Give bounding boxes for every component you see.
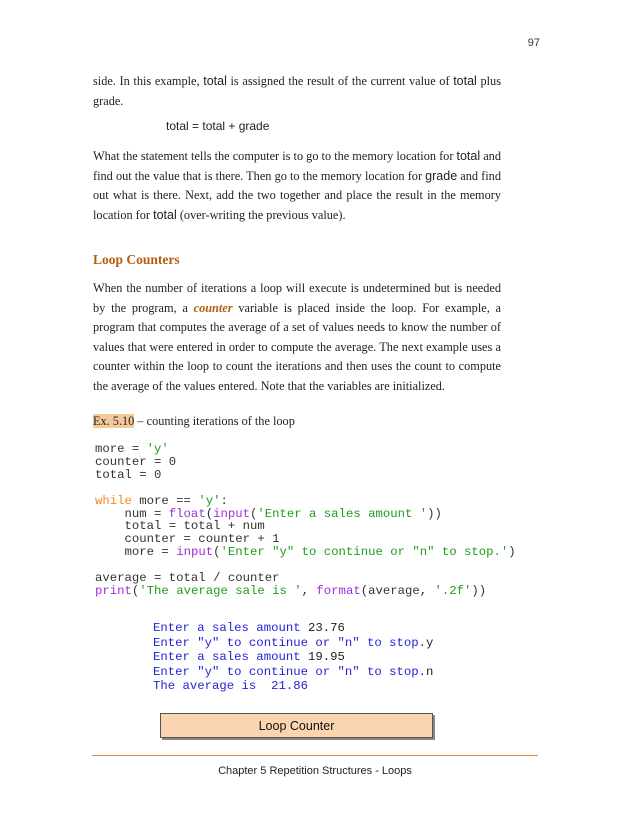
paragraph-loop-counters: When the number of iterations a loop will execute is undetermined but is needed by the program, a counter variable is placed inside the loop. For example, a program that computes the average of a set of values needs to know the number of values that were entered in order to compute the average. The next example uses a counter within the loop to count the iterations and then uses the count to compute the average of the values entered. Note that the variables are initialized. [93, 281, 502, 393]
example-label: Ex. 5.10 [93, 414, 135, 428]
chapter-footer: Chapter 5 Repetition Structures - Loops [218, 765, 412, 777]
program-output: Enter a sales amount 23.76 Enter "y" to continue or "n" to stop.y Enter a sales amount 19.95 Enter "y" to continue or "n" to stop.n The average is 21.86 [153, 621, 434, 693]
paragraph-statement-explanation: What the statement tells the computer is to go to the memory location for total and find out the value that is there. Then go to the memory location for grade and find out what is there. Next, add the two together and place the result in the memory location for total (over-writing the previous value). [93, 149, 501, 222]
example-caption: Ex. 5.10 – counting iterations of the loop [93, 414, 295, 428]
assignment-statement: total = total + grade [166, 119, 270, 133]
loop-counter-callout: Loop Counter [160, 713, 433, 738]
counter-term: counter [193, 300, 233, 315]
page-number: 97 [527, 37, 540, 49]
paragraph-total-assignment: side. In this example, total is assigned the result of the current value of total plus grade. [93, 74, 501, 108]
code-block: more = 'y' counter = 0 total = 0 while more == 'y': num = float(input('Enter a sales amount ')) total = total + num counter = counter + 1 more = input('Enter "y" to continue or "n" to stop.') average = total / counter print('The average sale is ', format(average, '.2f')) [95, 442, 516, 598]
section-heading-loop-counters: Loop Counters [93, 252, 180, 267]
footer-divider [92, 755, 538, 756]
